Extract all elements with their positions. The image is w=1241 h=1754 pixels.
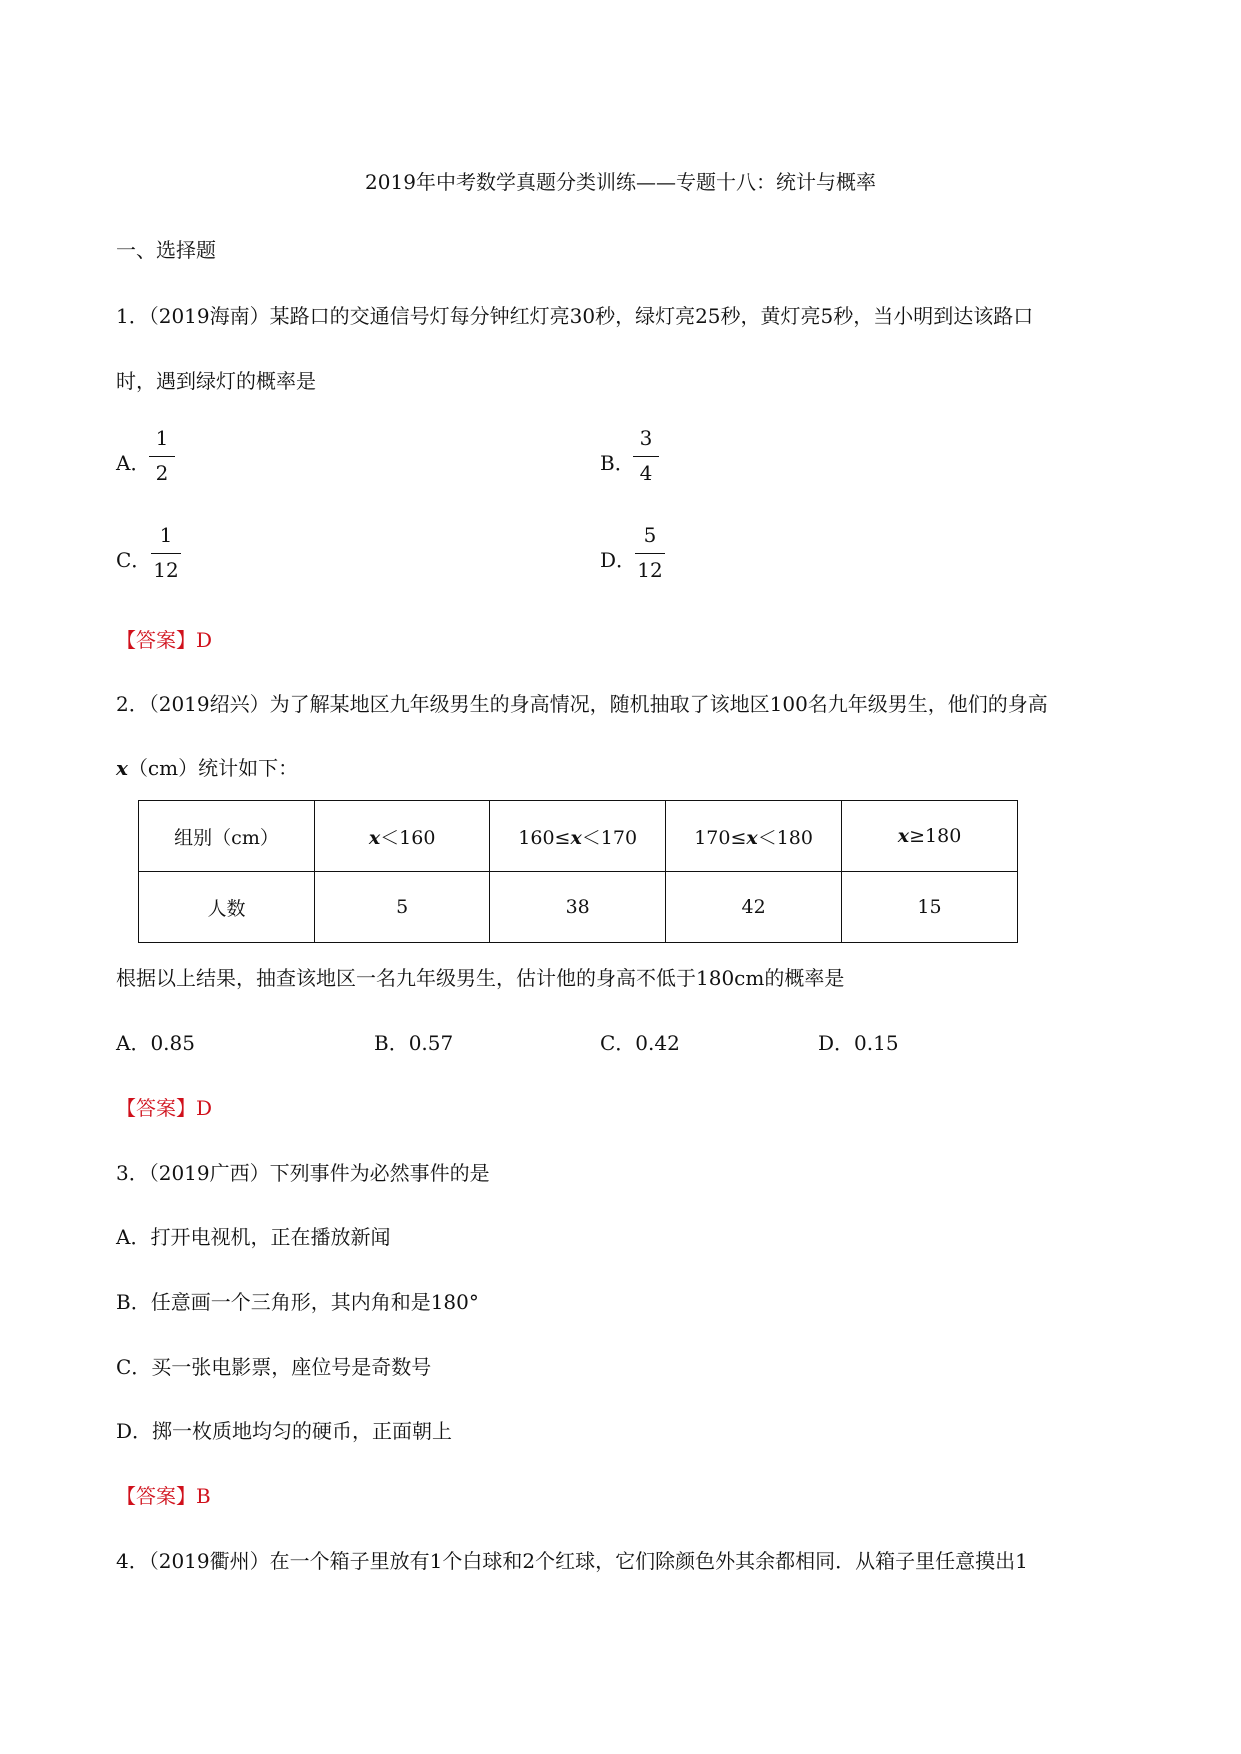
fraction-bar xyxy=(149,456,175,457)
height-table xyxy=(138,800,1018,943)
q2-option-b: B．0.57 xyxy=(374,1031,454,1055)
fraction-numerator: 5 xyxy=(643,523,657,547)
q2-option-c: C．0.42 xyxy=(600,1031,680,1055)
fraction-bar xyxy=(633,456,659,457)
table-row xyxy=(139,801,1018,872)
table-header-cell: 组别（cm） xyxy=(139,801,315,872)
question-1-line-1: 1．（2019海南）某路口的交通信号灯每分钟红灯亮30秒，绿灯亮25秒，黄灯亮5秒，当小明到达该路口 xyxy=(116,304,1034,328)
q1-option-b-fraction xyxy=(626,425,666,488)
table-cell: 15 xyxy=(842,872,1018,943)
q2-option-d: D．0.15 xyxy=(818,1031,899,1055)
q3-answer xyxy=(116,1482,211,1510)
question-4-line-1: 4．（2019衢州）在一个箱子里放有1个白球和2个红球，它们除颜色外其余都相同．从箱子里任意摸出1 xyxy=(116,1549,1028,1573)
q1-option-d-fraction xyxy=(630,522,670,585)
q1-option-b-label: B． xyxy=(600,451,635,475)
table-cell: 42 xyxy=(666,872,842,943)
q1-option-d-label: D． xyxy=(600,548,637,572)
table-cell: 5 xyxy=(315,872,490,943)
question-2-line-3: 根据以上结果，抽查该地区一名九年级男生，估计他的身高不低于180cm的概率是 xyxy=(116,966,845,990)
table-header-cell: x＜160 xyxy=(315,801,490,872)
q1-answer xyxy=(116,626,212,654)
q3-option-d: D．掷一枚质地均匀的硬币，正面朝上 xyxy=(116,1419,453,1443)
fraction-denominator: 2 xyxy=(155,461,169,485)
table-header-cell: x≥180 xyxy=(842,801,1018,872)
answer-tag: 【答案】 xyxy=(116,628,196,652)
question-2-line-2 xyxy=(116,754,298,782)
table-cell: 人数 xyxy=(139,872,315,943)
question-2-line-2-text: （cm）统计如下： xyxy=(127,756,299,780)
q1-option-a-label: A． xyxy=(116,451,151,475)
answer-tag: 【答案】 xyxy=(116,1484,196,1508)
fraction-bar xyxy=(635,553,665,554)
answer-value: D xyxy=(196,628,213,652)
q3-option-c: C．买一张电影票，座位号是奇数号 xyxy=(116,1355,432,1379)
q1-option-a-fraction xyxy=(142,425,182,488)
fraction-numerator: 1 xyxy=(159,523,173,547)
answer-tag: 【答案】 xyxy=(116,1096,196,1120)
table-header-cell: 170≤x＜180 xyxy=(666,801,842,872)
variable-x: x xyxy=(116,756,128,780)
question-3-line-1: 3．（2019广西）下列事件为必然事件的是 xyxy=(116,1161,490,1185)
fraction-denominator: 4 xyxy=(639,461,653,485)
q2-answer xyxy=(116,1094,212,1122)
table-header-cell: 160≤x＜170 xyxy=(490,801,666,872)
q2-option-a: A．0.85 xyxy=(116,1031,195,1055)
section-heading: 一、选择题 xyxy=(116,238,216,262)
fraction-denominator: 12 xyxy=(637,558,663,582)
question-1-line-2: 时，遇到绿灯的概率是 xyxy=(116,369,316,393)
table-cell: 38 xyxy=(490,872,666,943)
q1-option-c-fraction xyxy=(146,522,186,585)
fraction-denominator: 12 xyxy=(153,558,179,582)
table-row xyxy=(139,872,1018,943)
fraction-bar xyxy=(151,553,181,554)
fraction-numerator: 3 xyxy=(639,426,653,450)
q3-option-b: B．任意画一个三角形，其内角和是180° xyxy=(116,1290,479,1314)
document-title: 2019年中考数学真题分类训练——专题十八：统计与概率 xyxy=(365,170,876,194)
fraction-numerator: 1 xyxy=(155,426,169,450)
q1-option-c-label: C． xyxy=(116,548,152,572)
question-2-line-1: 2．（2019绍兴）为了解某地区九年级男生的身高情况，随机抽取了该地区100名九年级男生，他们的身高 xyxy=(116,692,1048,716)
answer-value: D xyxy=(196,1096,213,1120)
answer-value: B xyxy=(196,1484,211,1508)
q3-option-a: A．打开电视机，正在播放新闻 xyxy=(116,1225,391,1249)
